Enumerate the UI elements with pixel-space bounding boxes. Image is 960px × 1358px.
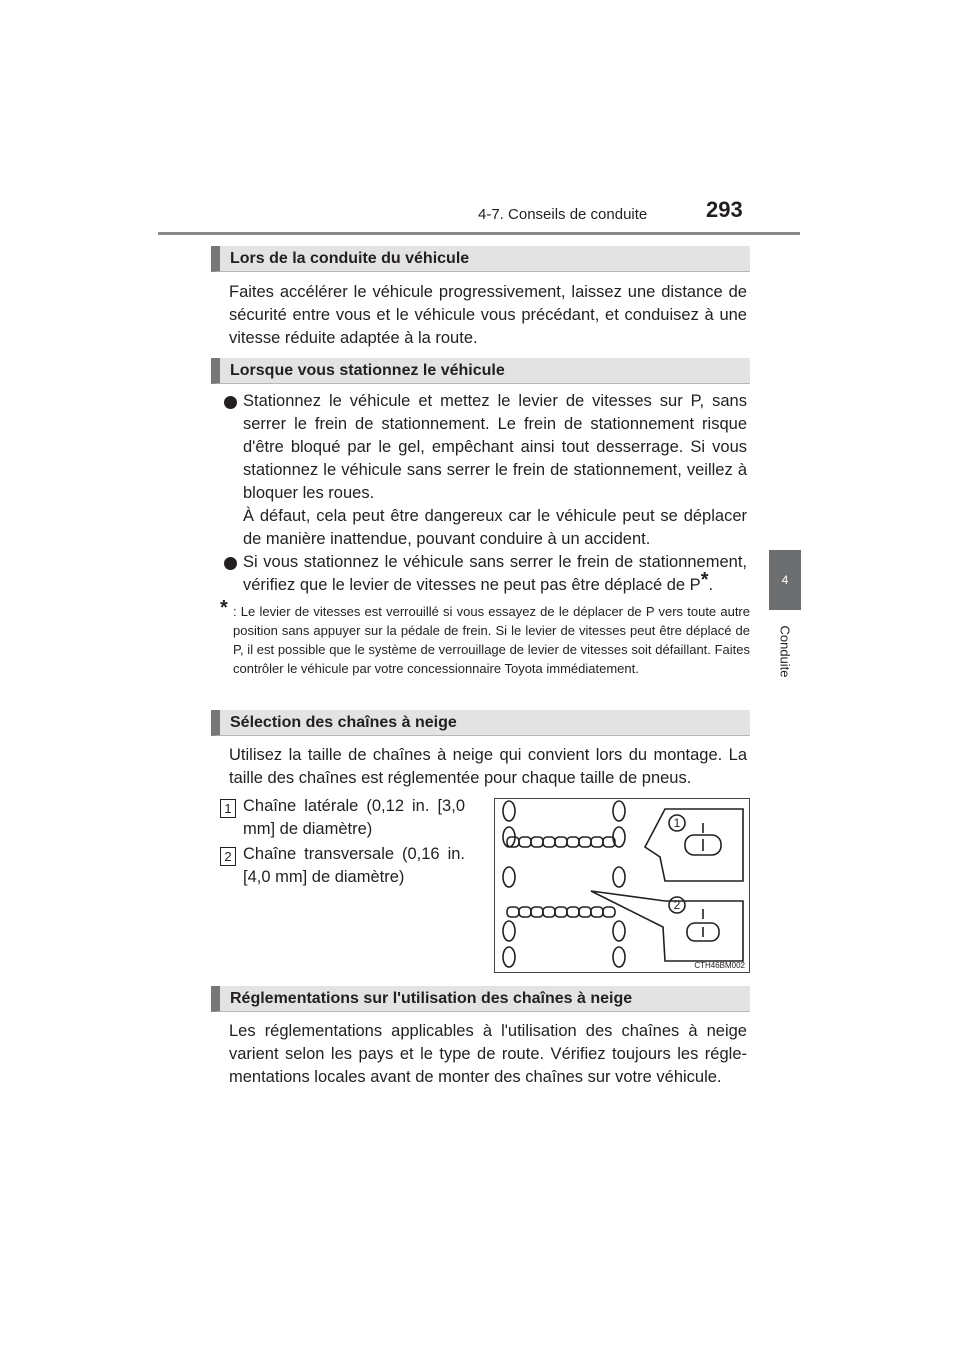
- section-heading-regulations: [211, 986, 750, 1012]
- item-number-box: 2: [220, 847, 236, 866]
- section-heading-text: Lors de la conduite du véhicule: [230, 250, 470, 267]
- section-heading-text: Réglementations sur l'utilisation des chaînes à neige: [230, 990, 633, 1007]
- section-heading-text: Lorsque vous stationnez le véhicule: [230, 362, 505, 379]
- callout-number-1: 1: [673, 816, 681, 830]
- chapter-number: 4: [781, 573, 789, 587]
- chapter-tab: [769, 550, 801, 610]
- chapter-label-box: [769, 618, 801, 684]
- chains-paragraph: Utilisez la taille de chaînes à neige qui convient lors du montage. La taille des chaînes est réglementée pour chaque taille de pneus.: [229, 746, 747, 787]
- section-heading-parking: [211, 358, 750, 384]
- header-divider: [158, 232, 800, 235]
- upper-cross-chain: [507, 837, 615, 847]
- section-heading-text: Sélection des chaînes à neige: [230, 714, 457, 731]
- page-number: 293: [706, 197, 743, 222]
- footnote-text: : Le levier de vitesses est verrouillé si vous essayez de le déplacer de P vers toute autre position sans appuyer sur la pédale de frein. Si le levier de vitesses peut être déplacé de P, il est possible que le système de verrouillage de levier de vitesses soit défaillant. Faites contrôler le véhicule par votre concessionnaire Toyota immédiatement.: [233, 604, 750, 676]
- parking-bullet-1: [243, 390, 747, 551]
- section-title: 4-7. Conseils de conduite: [478, 206, 648, 223]
- section-heading-driving: [211, 246, 750, 272]
- footnote-marker: *: [700, 569, 709, 591]
- bullet-1-text: Stationnez le véhicule et mettez le levier de vitesses sur P, sans serrer le frein de stationnement. Le frein de stationnement risque d'être bloqué par le gel, empêchant ainsi tout desserrage. Si vous stationnez le véhicule sans serrer le frein de stationnement, veillez à bloquer les roues.: [243, 392, 747, 502]
- callout-number-2: 2: [673, 898, 681, 912]
- footnote-star: *: [220, 597, 228, 619]
- item-side-chain: Chaîne latérale (0,12 in. [3,0 mm] de diamètre): [243, 797, 465, 838]
- bullet-icon: [224, 396, 237, 409]
- regulations-paragraph: Les réglementations applicables à l'utilisation des chaînes à neige varient selon les pays et le type de route. Vérifiez toujours les réglementations locales avant de monter des chaînes sur votre véhicule.: [229, 1022, 747, 1086]
- item-cross-chain: Chaîne transversale (0,16 in. [4,0 mm] de diamètre): [243, 845, 465, 886]
- chapter-label: Conduite: [777, 624, 793, 678]
- item-number-box: 1: [220, 799, 236, 818]
- lower-cross-chain: [507, 907, 615, 917]
- callout-side-chain: [645, 809, 743, 881]
- bullet-2-tail: .: [708, 576, 714, 594]
- right-side-chain: [613, 801, 625, 967]
- bullet-1-continuation: À défaut, cela peut être dangereux car le véhicule peut se déplacer de manière inattendue, pouvant conduire à un accident.: [243, 507, 747, 548]
- bullet-icon: [224, 557, 237, 570]
- bullet-2-text: Si vous stationnez le véhicule sans serrer le frein de stationnement, vérifiez que le levier de vitesses ne peut pas être déplacé de P: [243, 553, 747, 594]
- parking-bullet-2: [243, 551, 747, 597]
- figure-code: CTH46BM002: [694, 961, 745, 970]
- left-side-chain: [503, 801, 515, 967]
- snow-chain-illustration: [494, 798, 750, 973]
- snow-chain-drawing: [495, 799, 749, 972]
- footnote: [220, 597, 750, 678]
- section-heading-chains: [211, 710, 750, 736]
- driving-paragraph: Faites accélérer le véhicule progressivement, laissez une distance de sécurité entre vous et le véhicule vous précédant, et conduisez à une vitesse réduite adaptée à la route.: [229, 283, 747, 347]
